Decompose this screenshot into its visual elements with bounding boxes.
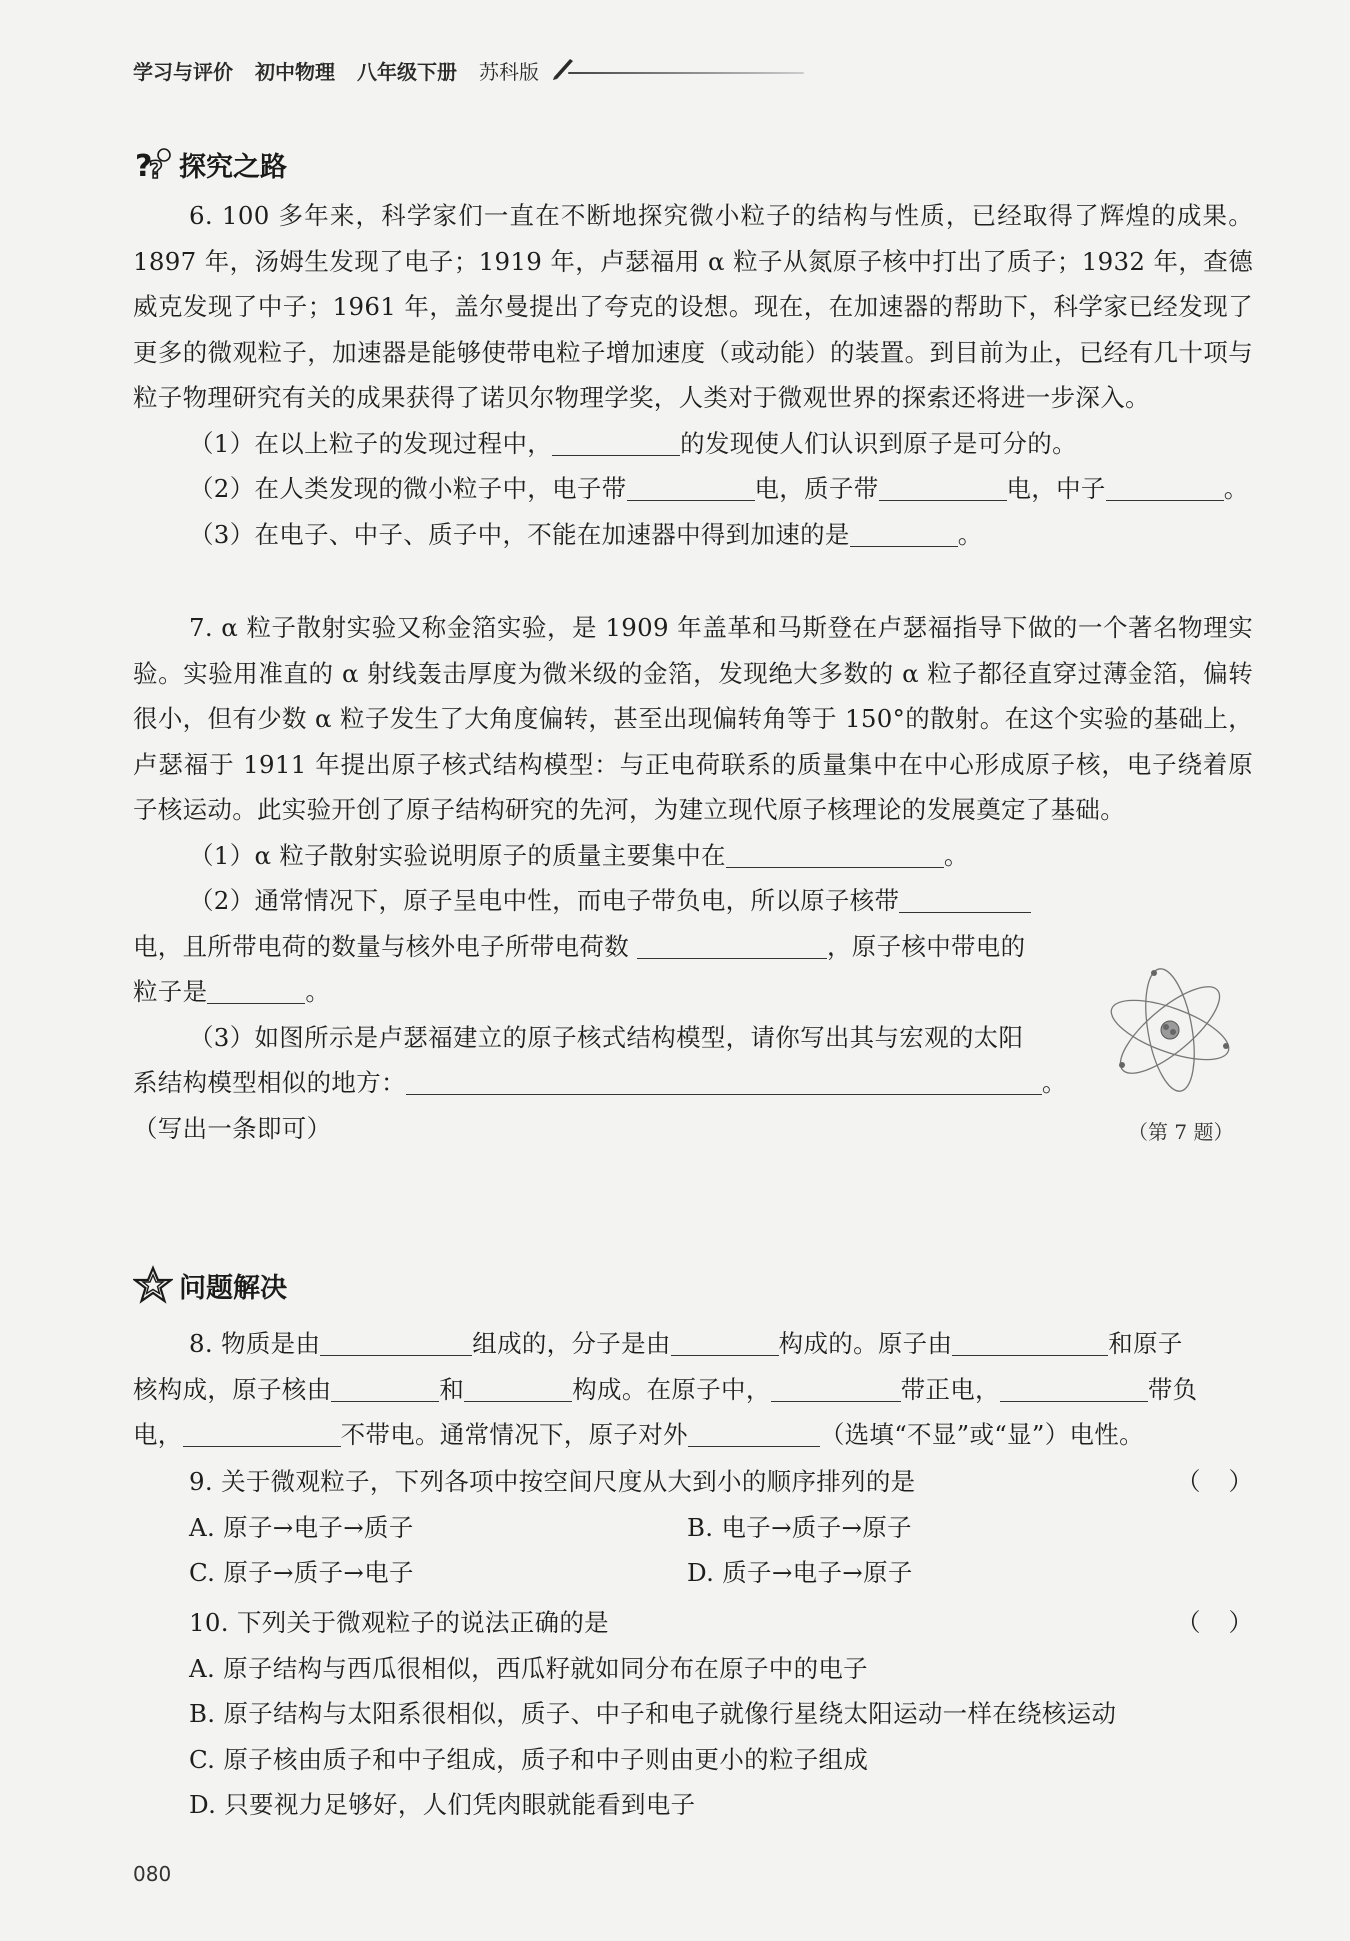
svg-text:?: ? bbox=[135, 149, 153, 184]
running-header bbox=[133, 50, 545, 90]
q6-p2-text-b: 电，质子带 bbox=[754, 474, 879, 503]
q7-p3-text-d: （写出一条即可） bbox=[133, 1113, 332, 1143]
q8-text-6: 和 bbox=[439, 1374, 465, 1404]
q8-blank-7[interactable] bbox=[1000, 1373, 1148, 1402]
q8-text-2: 组成的，分子是由 bbox=[472, 1329, 671, 1358]
q10-option-b[interactable]: B. 原子结构与太阳系很相似，质子、中子和电子就像行星绕太阳运动一样在绕核运动 bbox=[189, 1699, 1117, 1728]
q8-blank-4[interactable] bbox=[331, 1373, 439, 1402]
header-grade: 八年级下册 bbox=[357, 59, 457, 84]
q7-p2-text-c: ，原子核中带电的 bbox=[827, 931, 1026, 961]
q10-option-d[interactable]: D. 只要视力足够好，人们凭肉眼就能看到电子 bbox=[189, 1790, 696, 1819]
q6-p3-text-a: （3）在电子、中子、质子中，不能在加速器中得到加速的是 bbox=[189, 519, 850, 549]
q7-p2-blank-1[interactable] bbox=[899, 884, 1031, 913]
q8-text-10: 电， bbox=[133, 1420, 183, 1449]
q6-p1-text-a: （1）在以上粒子的发现过程中， bbox=[189, 428, 553, 458]
q6-p3-blank[interactable] bbox=[850, 518, 958, 547]
question-bulb-icon bbox=[133, 144, 173, 184]
q7-p1-blank[interactable] bbox=[726, 839, 944, 868]
q7-p2-text-d: 粒子是 bbox=[133, 977, 208, 1006]
q6-p1-blank[interactable] bbox=[552, 427, 680, 456]
q6-p2-text-d: 。 bbox=[1223, 474, 1249, 503]
header-series: 学习与评价 bbox=[133, 59, 233, 84]
q6-p3-text-b: 。 bbox=[957, 519, 983, 549]
q7-p1-text-b: 。 bbox=[943, 840, 969, 870]
q6-stem: 6. 100 多年来，科学家们一直在不断地探究微小粒子的结构与性质，已经取得了辉煌的成果。1897 年，汤姆生发现了电子；1919 年，卢瑟福用 α 粒子从氮原子核中打出了质子；1932 年，查德威克发现了中子；1961 年，盖尔曼提出了夸克的设想。现在，在加速器的帮助下，科学家已经发现了更多的微观粒子，加速器是能够使带电粒子增加速度（或动能）的装置。到目前为止，已经有几十项与粒子物理研究有关的成果获得了诺贝尔物理学奖，人类对于微观世界的探索还将进一步深入。 bbox=[133, 201, 1253, 412]
q9-option-d[interactable]: D. 质子→电子→原子 bbox=[687, 1558, 913, 1587]
question-8 bbox=[133, 1321, 1253, 1458]
q7-p3-blank[interactable] bbox=[406, 1066, 1042, 1095]
q8-blank-5[interactable] bbox=[464, 1373, 572, 1402]
header-level: 初中物理 bbox=[255, 59, 335, 84]
q7-p2-blank-2[interactable] bbox=[637, 930, 827, 959]
q9-options-row-2 bbox=[133, 1550, 1253, 1596]
q6-part-2 bbox=[133, 466, 1253, 512]
section-solve-title: 问题解决 bbox=[179, 1272, 287, 1304]
q8-text-11: 不带电。通常情况下，原子对外 bbox=[340, 1420, 688, 1449]
question-9 bbox=[133, 1459, 1281, 1596]
q7-p3-text-c: 。 bbox=[1041, 1068, 1067, 1097]
q9-answer-parens[interactable]: （） bbox=[1176, 1467, 1281, 1496]
q8-blank-2[interactable] bbox=[671, 1327, 779, 1356]
q7-p2-text-e: 。 bbox=[305, 977, 331, 1006]
atom-model-figure bbox=[1100, 960, 1240, 1100]
q10-stem: 10. 下列关于微观粒子的说法正确的是 bbox=[189, 1608, 609, 1637]
q6-part-1 bbox=[133, 421, 1253, 467]
q8-blank-8[interactable] bbox=[183, 1418, 341, 1447]
q8-text-9: 带负 bbox=[1147, 1374, 1198, 1404]
q7-part-2 bbox=[133, 878, 1083, 1015]
q8-text-12: （选填“不显”或“显”）电性。 bbox=[819, 1420, 1144, 1449]
figure-caption: （第 7 题） bbox=[1128, 1120, 1234, 1144]
section-explore bbox=[133, 144, 287, 184]
question-7 bbox=[133, 605, 1253, 1151]
header-decor-line bbox=[568, 72, 804, 74]
question-10 bbox=[133, 1600, 1281, 1828]
q8-text-5: 核构成，原子核由 bbox=[133, 1374, 332, 1404]
q7-p2-text-a: （2）通常情况下，原子呈电中性，而电子带负电，所以原子核带 bbox=[189, 886, 900, 915]
q9-option-b[interactable]: B. 电子→质子→原子 bbox=[687, 1512, 912, 1542]
page-number: 080 bbox=[133, 1862, 172, 1886]
q7-part-1 bbox=[133, 833, 1253, 879]
star-icon bbox=[133, 1265, 173, 1305]
header-edition: 苏科版 bbox=[479, 59, 539, 84]
q9-stem: 9. 关于微观粒子，下列各项中按空间尺度从大到小的顺序排列的是 bbox=[189, 1467, 916, 1496]
q6-part-3 bbox=[133, 512, 1253, 558]
q10-option-a[interactable]: A. 原子结构与西瓜很相似，西瓜籽就如同分布在原子中的电子 bbox=[189, 1653, 868, 1683]
q7-p1-text-a: （1）α 粒子散射实验说明原子的质量主要集中在 bbox=[189, 840, 726, 870]
q8-text-1: 8. 物质是由 bbox=[189, 1329, 321, 1358]
q6-p1-text-b: 的发现使人们认识到原子是可分的。 bbox=[680, 428, 1077, 458]
q7-p3-text-a: （3）如图所示是卢瑟福建立的原子核式结构模型，请你写出其与宏观的太阳 bbox=[189, 1022, 1024, 1052]
q9-option-c[interactable]: C. 原子→质子→电子 bbox=[189, 1558, 414, 1587]
pen-icon bbox=[550, 55, 576, 81]
q9-options-row-1 bbox=[133, 1505, 1253, 1551]
q6-p2-blank-2[interactable] bbox=[879, 472, 1007, 501]
q8-text-3: 构成的。原子由 bbox=[778, 1329, 953, 1358]
q6-p2-text-c: 电，中子 bbox=[1006, 474, 1106, 503]
q9-option-a[interactable]: A. 原子→电子→质子 bbox=[189, 1512, 414, 1542]
question-6 bbox=[133, 193, 1253, 557]
q7-p2-blank-3[interactable] bbox=[207, 975, 305, 1004]
q8-text-7: 构成。在原子中， bbox=[572, 1374, 771, 1404]
section-solve bbox=[133, 1265, 287, 1305]
q8-blank-9[interactable] bbox=[688, 1418, 820, 1447]
q6-p2-blank-3[interactable] bbox=[1106, 472, 1224, 501]
q8-text-4: 和原子 bbox=[1108, 1329, 1183, 1358]
q8-text-8: 带正电， bbox=[900, 1374, 1000, 1404]
q7-stem: 7. α 粒子散射实验又称金箔实验，是 1909 年盖革和马斯登在卢瑟福指导下做的一个著名物理实验。实验用准直的 α 射线轰击厚度为微米级的金箔，发现绝大多数的 α 粒子都径直穿过薄金箔，偏转很小，但有少数 α 粒子发生了大角度偏转，甚至出现偏转角等于 150°的散射。在这个实验的基础上，卢瑟福于 1911 年提出原子核式结构模型：与正电荷联系的质量集中在中心形成原子核，电子绕着原子核运动。此实验开创了原子结构研究的先河，为建立现代原子核理论的发展奠定了基础。 bbox=[133, 613, 1253, 824]
q6-p2-blank-1[interactable] bbox=[627, 472, 755, 501]
q8-blank-1[interactable] bbox=[320, 1327, 472, 1356]
q8-blank-6[interactable] bbox=[771, 1373, 901, 1402]
q10-answer-parens[interactable]: （） bbox=[1176, 1608, 1281, 1637]
q7-p3-text-b: 系结构模型相似的地方： bbox=[133, 1068, 406, 1097]
q7-part-3 bbox=[133, 1015, 1093, 1152]
section-explore-title: 探究之路 bbox=[179, 151, 287, 183]
q10-option-c[interactable]: C. 原子核由质子和中子组成，质子和中子则由更小的粒子组成 bbox=[189, 1744, 869, 1774]
q8-blank-3[interactable] bbox=[952, 1327, 1108, 1356]
q7-p2-text-b: 电，且所带电荷的数量与核外电子所带电荷数 bbox=[133, 931, 629, 961]
svg-text:?: ? bbox=[149, 156, 163, 184]
q6-p2-text-a: （2）在人类发现的微小粒子中，电子带 bbox=[189, 474, 627, 503]
